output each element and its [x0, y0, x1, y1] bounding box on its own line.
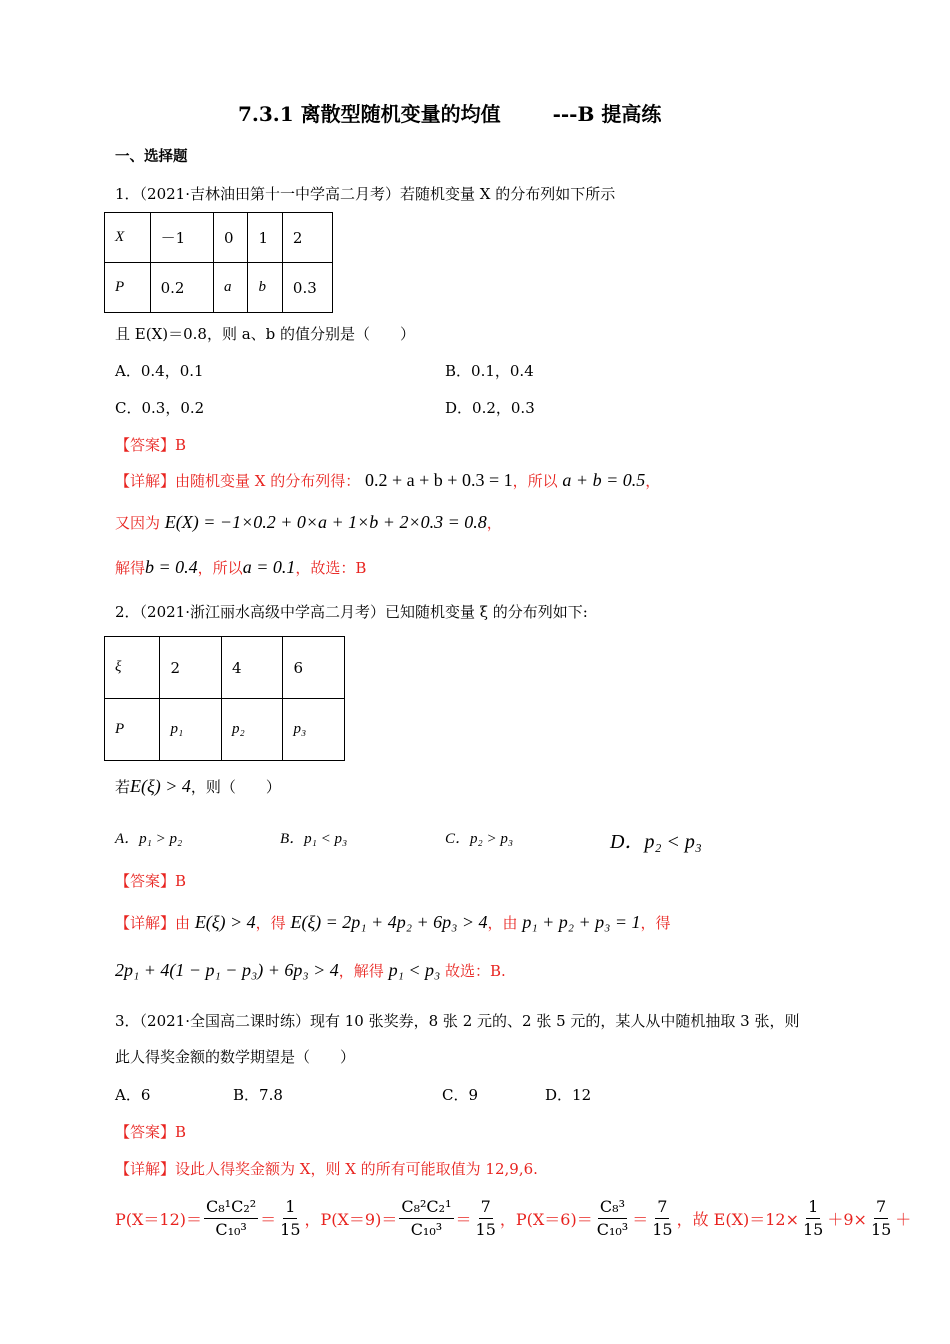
fraction	[869, 1196, 893, 1241]
denominator: 15	[475, 1220, 496, 1239]
fraction	[204, 1196, 258, 1241]
q1-cell: 0	[213, 213, 247, 263]
denominator: 15	[870, 1220, 892, 1239]
q3-detail: 【详解】设此人得奖金额为 X，则 X 的所有可能取值为 12,9,6.	[115, 1160, 538, 1178]
q2-eq2: E(ξ) = 2p₁ + 4p₂ + 6p₃ > 4	[290, 912, 488, 932]
denominator: C₁₀³	[215, 1220, 247, 1239]
page-title	[238, 98, 661, 127]
q1-detail-line3	[115, 557, 366, 578]
q1-option-d: D．0.2，0.3	[445, 399, 535, 417]
q3-answer: 【答案】B	[115, 1123, 187, 1141]
numerator: 7	[655, 1196, 669, 1219]
q2-cell: 2	[160, 637, 222, 699]
fraction	[278, 1196, 302, 1241]
q1-cell: 0.3	[282, 263, 332, 313]
detail-text: ，	[486, 514, 502, 532]
denominator: C₁₀³	[596, 1220, 629, 1239]
q3-stem-line2: 此人得奖金额的数学期望是（ ）	[115, 1048, 356, 1066]
denominator: 15	[280, 1220, 301, 1239]
formula-text: ＋9×	[827, 1210, 867, 1229]
section-heading: 一、选择题	[115, 148, 188, 165]
q2-condition	[115, 776, 281, 797]
title-suffix: ---B 提高练	[552, 102, 662, 126]
fraction	[801, 1196, 825, 1241]
q1-detail-line1	[115, 470, 660, 491]
numerator: 7	[874, 1196, 888, 1219]
formula-text: ，P(X＝9)＝	[304, 1210, 398, 1229]
detail-text: ，故选：B	[295, 559, 367, 577]
numerator: C₈¹C₂²	[204, 1196, 258, 1219]
fraction	[474, 1196, 498, 1241]
q1-answer: 【答案】B	[115, 436, 187, 454]
q2-detail-line2	[115, 960, 506, 981]
condition-text: ，则（ ）	[190, 778, 281, 796]
q2-eq1: E(ξ) > 4	[194, 912, 256, 932]
q2-eq3: p₁ + p₂ + p₃ = 1	[522, 912, 641, 932]
q1-stem: 1．（2021·吉林油田第十一中学高二月考）若随机变量 X 的分布列如下所示	[115, 185, 616, 203]
denominator: C₁₀³	[410, 1220, 443, 1239]
q2-cell: ξ	[105, 637, 160, 699]
fraction	[595, 1196, 630, 1241]
formula-text: ＝	[260, 1210, 277, 1229]
q1-option-b: B．0.1，0.4	[445, 362, 534, 380]
q1-option-a: A．0.4，0.1	[115, 362, 204, 380]
q1-detail-line2	[115, 512, 502, 533]
q1-cell: P	[105, 263, 151, 313]
numerator: C₈²C₂¹	[399, 1196, 453, 1219]
formula-text: P(X＝12)＝	[115, 1210, 203, 1229]
q3-option-c: C．9	[442, 1086, 479, 1104]
detail-text: ，由	[487, 914, 518, 932]
q2-stem: 2．（2021·浙江丽水高级中学高二月考）已知随机变量 ξ 的分布列如下:	[115, 603, 588, 621]
q1-condition: 且 E(X)＝0.8，则 a、b 的值分别是（ ）	[115, 325, 416, 343]
detail-label: 【详解】	[115, 914, 176, 932]
detail-text: ，解得	[338, 962, 384, 980]
detail-text: ，所以	[512, 472, 558, 490]
q1-eq1: 0.2 + a + b + 0.3 = 1	[365, 470, 513, 490]
denominator: 15	[802, 1220, 824, 1239]
formula-text: ，故 E(X)＝12×	[676, 1210, 799, 1229]
q2-cond-eq: E(ξ) > 4	[130, 776, 191, 796]
q1-cell: 2	[282, 213, 332, 263]
q2-cell: P	[105, 699, 160, 761]
q2-detail-line1	[115, 912, 671, 933]
q2-answer: 【答案】B	[115, 872, 187, 890]
q2-eq4: 2p₁ + 4(1 − p₁ − p₃) + 6p₃ > 4	[115, 960, 339, 980]
q1-cell: －1	[150, 213, 213, 263]
detail-text: 又因为	[115, 514, 161, 532]
q1-option-c: C．0.3，0.2	[115, 399, 205, 417]
formula-text: ＝	[455, 1210, 472, 1229]
q2-eq5: p₁ < p₃	[388, 960, 441, 980]
condition-text: 若	[115, 778, 131, 796]
fraction	[399, 1196, 453, 1241]
title-main: 7.3.1 离散型随机变量的均值	[238, 102, 501, 126]
detail-text: ，所以	[197, 559, 243, 577]
q1-cell: 1	[248, 213, 282, 263]
detail-text: ，得	[640, 914, 671, 932]
numerator: 1	[283, 1196, 297, 1219]
q2-cell: p₃	[283, 699, 345, 761]
q3-formula-line	[115, 1196, 911, 1241]
denominator: 15	[652, 1220, 673, 1239]
detail-text: 解得	[115, 559, 146, 577]
q2-option-c: C．p₂ > p₃	[445, 831, 514, 847]
q1-eq3: E(X) = −1×0.2 + 0×a + 1×b + 2×0.3 = 0.8	[164, 512, 487, 532]
q2-option-d: D．p₂ < p₃	[610, 831, 702, 853]
q3-stem-line1: 3．（2021·全国高二课时练）现有 10 张奖券，8 张 2 元的、2 张 5 元的，某人从中随机抽取 3 张，则	[115, 1012, 800, 1030]
q1-cell: b	[248, 263, 282, 313]
formula-text: ，P(X＝6)＝	[499, 1210, 593, 1229]
detail-text: ，	[645, 472, 661, 490]
q2-cell: p₂	[221, 699, 283, 761]
q2-option-b: B．p₁ < p₃	[280, 831, 348, 847]
detail-text: 由	[175, 914, 191, 932]
detail-label: 【详解】	[115, 472, 176, 490]
q2-option-a: A．p₁ > p₂	[115, 831, 183, 847]
numerator: 1	[806, 1196, 820, 1219]
detail-text: 由随机变量 X 的分布列得：	[175, 472, 361, 490]
q2-cell: p₁	[160, 699, 222, 761]
formula-text: ＝	[632, 1210, 649, 1229]
q2-cell: 6	[283, 637, 345, 699]
q3-option-d: D．12	[545, 1086, 592, 1104]
q1-cell: 0.2	[150, 263, 213, 313]
q3-option-b: B．7.8	[233, 1086, 283, 1104]
q2-cell: 4	[221, 637, 283, 699]
q1-eq4: b = 0.4	[145, 557, 198, 577]
fraction	[650, 1196, 674, 1241]
detail-text: ，得	[255, 914, 286, 932]
q3-option-a: A．6	[115, 1086, 151, 1104]
q1-eq2: a + b = 0.5	[562, 470, 646, 490]
numerator: C₈³	[598, 1196, 627, 1219]
q1-cell: a	[213, 263, 247, 313]
detail-text: 故选：B.	[445, 962, 506, 980]
q1-distribution-table	[104, 212, 333, 313]
formula-text: ＋	[895, 1210, 912, 1229]
numerator: 7	[479, 1196, 493, 1219]
q2-distribution-table	[104, 636, 345, 761]
q1-cell: X	[105, 213, 151, 263]
q1-eq5: a = 0.1	[242, 557, 296, 577]
